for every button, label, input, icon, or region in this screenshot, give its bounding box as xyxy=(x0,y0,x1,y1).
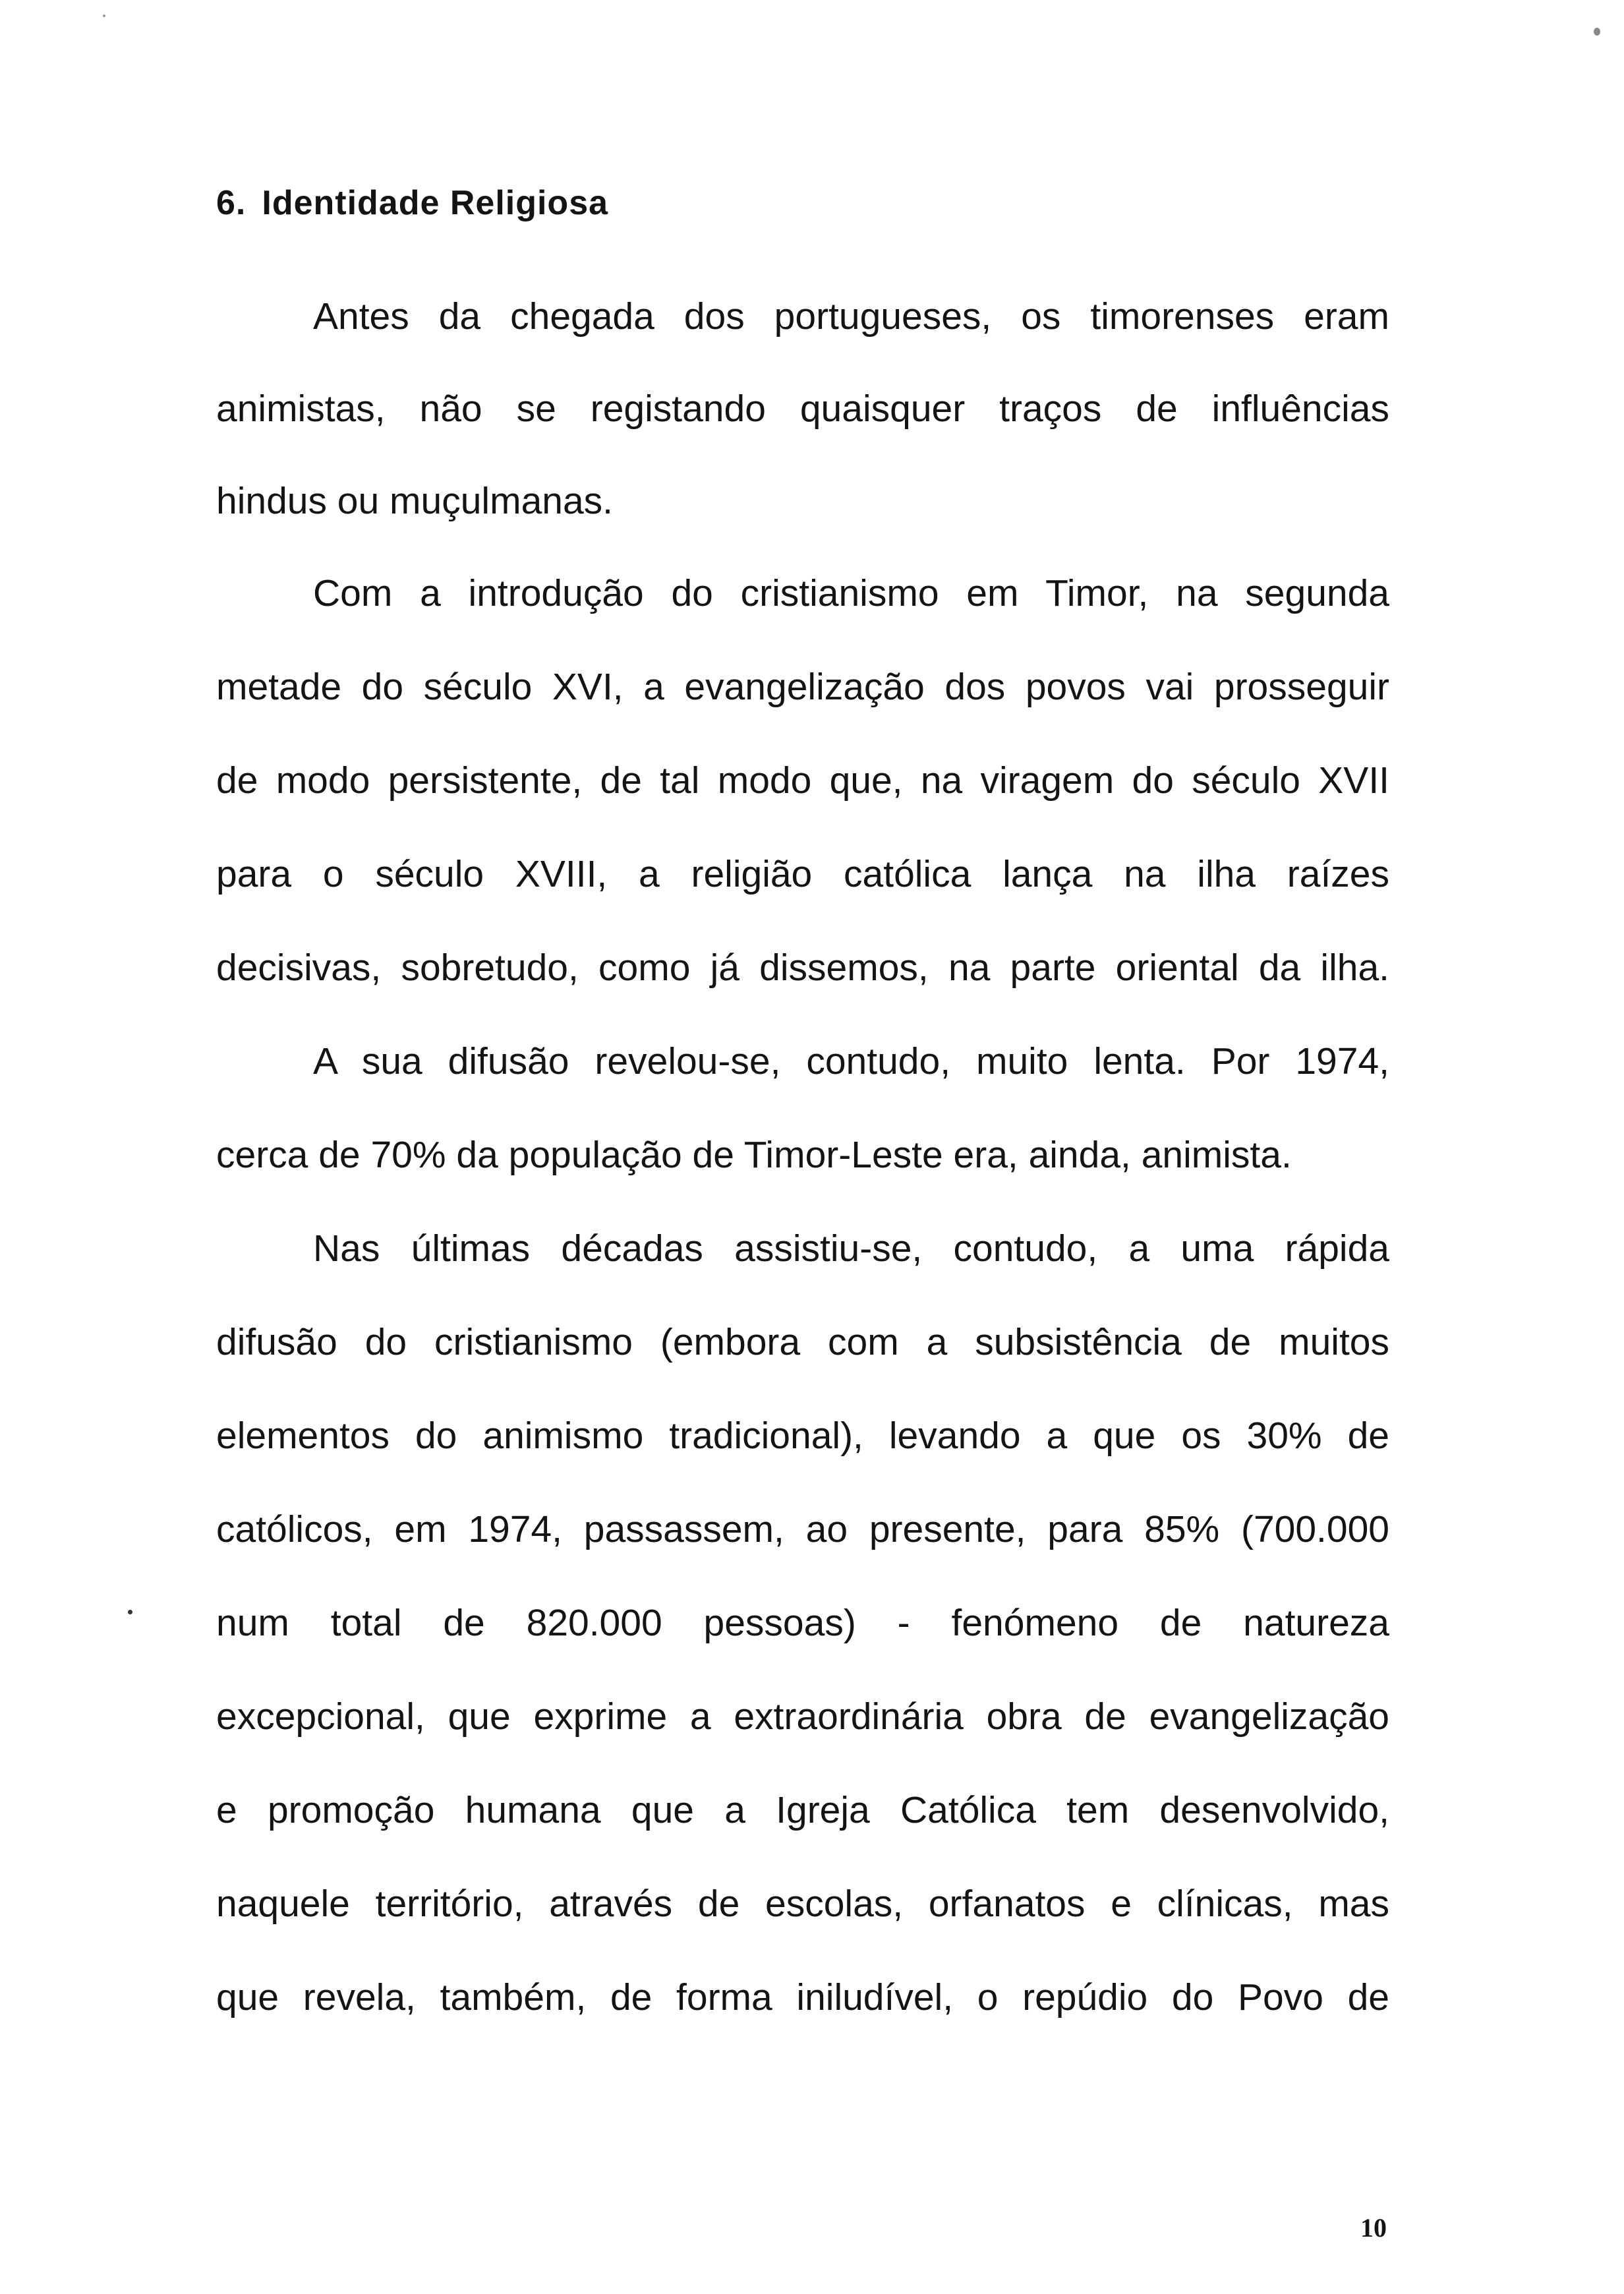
text-line: metade do século XVI, a evangelização dos povos vai prosseguir xyxy=(216,666,1389,708)
text-line: Nas últimas décadas assistiu-se, contudo, a uma rápida xyxy=(313,1227,1389,1270)
text-line: elementos do animismo tradicional), levando a que os 30% de xyxy=(216,1415,1389,1457)
scan-speck xyxy=(128,1610,132,1614)
text-line: que revela, também, de forma iniludível, o repúdio do Povo de xyxy=(216,1976,1389,2018)
section-number: 6. xyxy=(216,184,246,222)
text-line: num total de 820.000 pessoas) - fenómeno de natureza xyxy=(216,1602,1389,1644)
text-line: católicos, em 1974, passassem, ao presente, para 85% (700.000 xyxy=(216,1508,1389,1550)
text-line: Com a introdução do cristianismo em Timor, na segunda xyxy=(313,572,1389,614)
text-line: hindus ou muçulmanas. xyxy=(216,480,614,522)
page-number: 10 xyxy=(1360,2213,1387,2243)
text-line: cerca de 70% da população de Timor-Leste era, ainda, animista. xyxy=(216,1134,1292,1176)
scan-speck xyxy=(103,15,105,17)
section-heading xyxy=(216,183,608,223)
text-line: excepcional, que exprime a extraordinária obra de evangelização xyxy=(216,1695,1389,1738)
text-line: A sua difusão revelou-se, contudo, muito lenta. Por 1974, xyxy=(313,1040,1389,1082)
text-line: decisivas, sobretudo, como já dissemos, na parte oriental da ilha. xyxy=(216,947,1389,989)
text-line: para o século XVIII, a religião católica lança na ilha raízes xyxy=(216,853,1389,895)
text-line: e promoção humana que a Igreja Católica tem desenvolvido, xyxy=(216,1789,1389,1831)
text-line: animistas, não se registando quaisquer traços de influências xyxy=(216,388,1389,430)
text-line: difusão do cristianismo (embora com a subsistência de muitos xyxy=(216,1321,1389,1363)
text-line: de modo persistente, de tal modo que, na viragem do século XVII xyxy=(216,759,1389,802)
scan-speck xyxy=(1594,28,1600,36)
text-line: Antes da chegada dos portugueses, os timorenses eram xyxy=(313,295,1389,338)
text-line: naquele território, através de escolas, orfanatos e clínicas, mas xyxy=(216,1883,1389,1925)
section-title: Identidade Religiosa xyxy=(262,184,609,222)
